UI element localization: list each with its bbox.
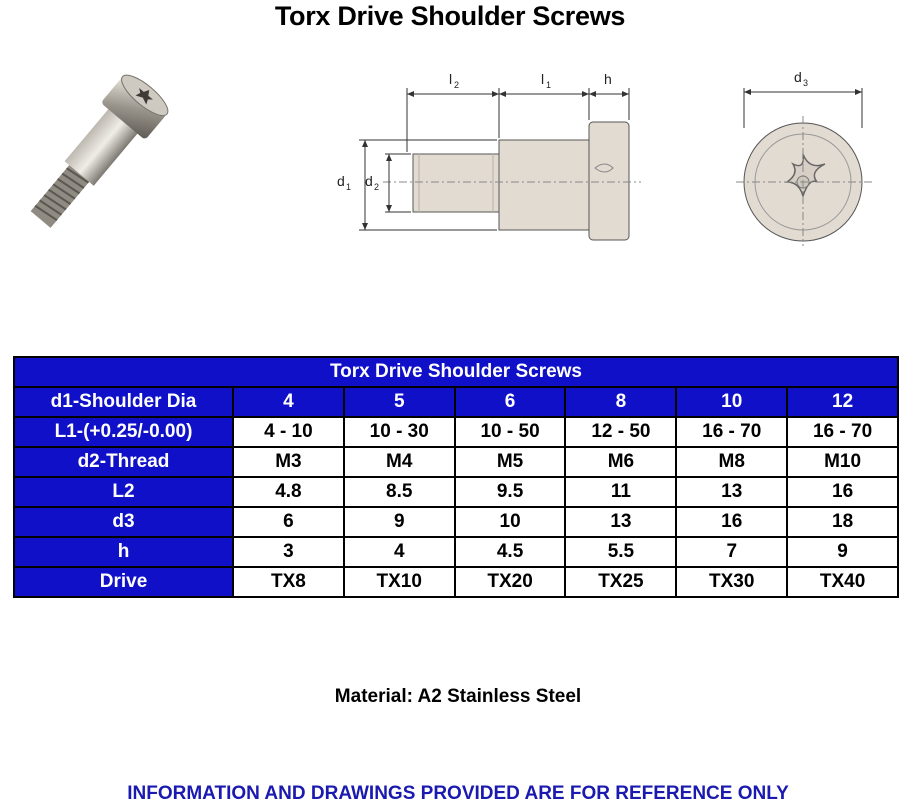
- dim-d2-label: d: [365, 173, 373, 189]
- spec-table-body: [14, 357, 898, 597]
- table-cell: M8: [676, 447, 787, 477]
- dim-d3-label: d: [794, 69, 802, 85]
- row-label: d2-Thread: [14, 447, 233, 477]
- table-row: [14, 537, 898, 567]
- table-cell: M5: [455, 447, 566, 477]
- spec-table: [13, 356, 899, 598]
- table-caption: Torx Drive Shoulder Screws: [14, 357, 898, 387]
- side-view-drawing: [325, 58, 645, 248]
- table-row: [14, 567, 898, 597]
- table-cell: TX10: [344, 567, 455, 597]
- dim-l2-label: l: [449, 71, 453, 87]
- row-label: h: [14, 537, 233, 567]
- table-cell: TX8: [233, 567, 344, 597]
- table-cell: 11: [565, 477, 676, 507]
- dim-d1-sub: 1: [346, 182, 352, 192]
- size-header-cell: 6: [455, 387, 566, 417]
- table-cell: TX20: [455, 567, 566, 597]
- table-row: [14, 417, 898, 447]
- table-cell: M6: [565, 447, 676, 477]
- table-cell: 5.5: [565, 537, 676, 567]
- table-cell: 13: [676, 477, 787, 507]
- row-label: d3: [14, 507, 233, 537]
- screw-photo: [6, 60, 182, 250]
- table-cell: 7: [676, 537, 787, 567]
- table-cell: 16 - 70: [787, 417, 898, 447]
- table-cell: M3: [233, 447, 344, 477]
- dim-d3-sub: 3: [803, 78, 809, 88]
- table-caption-row: [14, 357, 898, 387]
- size-header-cell: 8: [565, 387, 676, 417]
- dim-h-label: h: [604, 71, 612, 87]
- front-view-drawing: [730, 58, 880, 248]
- row-label: Drive: [14, 567, 233, 597]
- table-cell: 9: [344, 507, 455, 537]
- table-cell: M10: [787, 447, 898, 477]
- size-header-cell: 5: [344, 387, 455, 417]
- table-cell: 4.8: [233, 477, 344, 507]
- table-row: [14, 507, 898, 537]
- table-cell: TX40: [787, 567, 898, 597]
- table-cell: 16: [676, 507, 787, 537]
- size-header-cell: 10: [676, 387, 787, 417]
- table-cell: M4: [344, 447, 455, 477]
- row-label: d1-Shoulder Dia: [14, 387, 233, 417]
- page-title: Torx Drive Shoulder Screws: [274, 1, 626, 31]
- table-cell: 9.5: [455, 477, 566, 507]
- table-cell: 8.5: [344, 477, 455, 507]
- table-cell: 6: [233, 507, 344, 537]
- table-cell: 4.5: [455, 537, 566, 567]
- dim-l1-label: l: [541, 71, 545, 87]
- table-cell: 16: [787, 477, 898, 507]
- table-cell: 10 - 30: [344, 417, 455, 447]
- dim-d2-sub: 2: [374, 182, 380, 192]
- table-row: [14, 477, 898, 507]
- dim-l1-sub: 1: [546, 80, 552, 90]
- table-cell: TX30: [676, 567, 787, 597]
- table-cell: 10 - 50: [455, 417, 566, 447]
- table-cell: 4: [344, 537, 455, 567]
- table-row: [14, 447, 898, 477]
- material-note: Material: A2 Stainless Steel: [334, 686, 582, 707]
- dim-l2-sub: 2: [454, 80, 460, 90]
- table-cell: 16 - 70: [676, 417, 787, 447]
- table-cell: 4 - 10: [233, 417, 344, 447]
- row-label: L1-(+0.25/-0.00): [14, 417, 233, 447]
- table-cell: 12 - 50: [565, 417, 676, 447]
- table-cell: 10: [455, 507, 566, 537]
- table-cell: 9: [787, 537, 898, 567]
- table-cell: 3: [233, 537, 344, 567]
- table-cell: 13: [565, 507, 676, 537]
- row-label: L2: [14, 477, 233, 507]
- size-header-cell: 12: [787, 387, 898, 417]
- table-cell: 18: [787, 507, 898, 537]
- disclaimer-note: INFORMATION AND DRAWINGS PROVIDED ARE FOR REFERENCE ONLY: [127, 783, 789, 804]
- table-cell: TX25: [565, 567, 676, 597]
- table-row: [14, 387, 898, 417]
- size-header-cell: 4: [233, 387, 344, 417]
- dim-d1-label: d: [337, 173, 345, 189]
